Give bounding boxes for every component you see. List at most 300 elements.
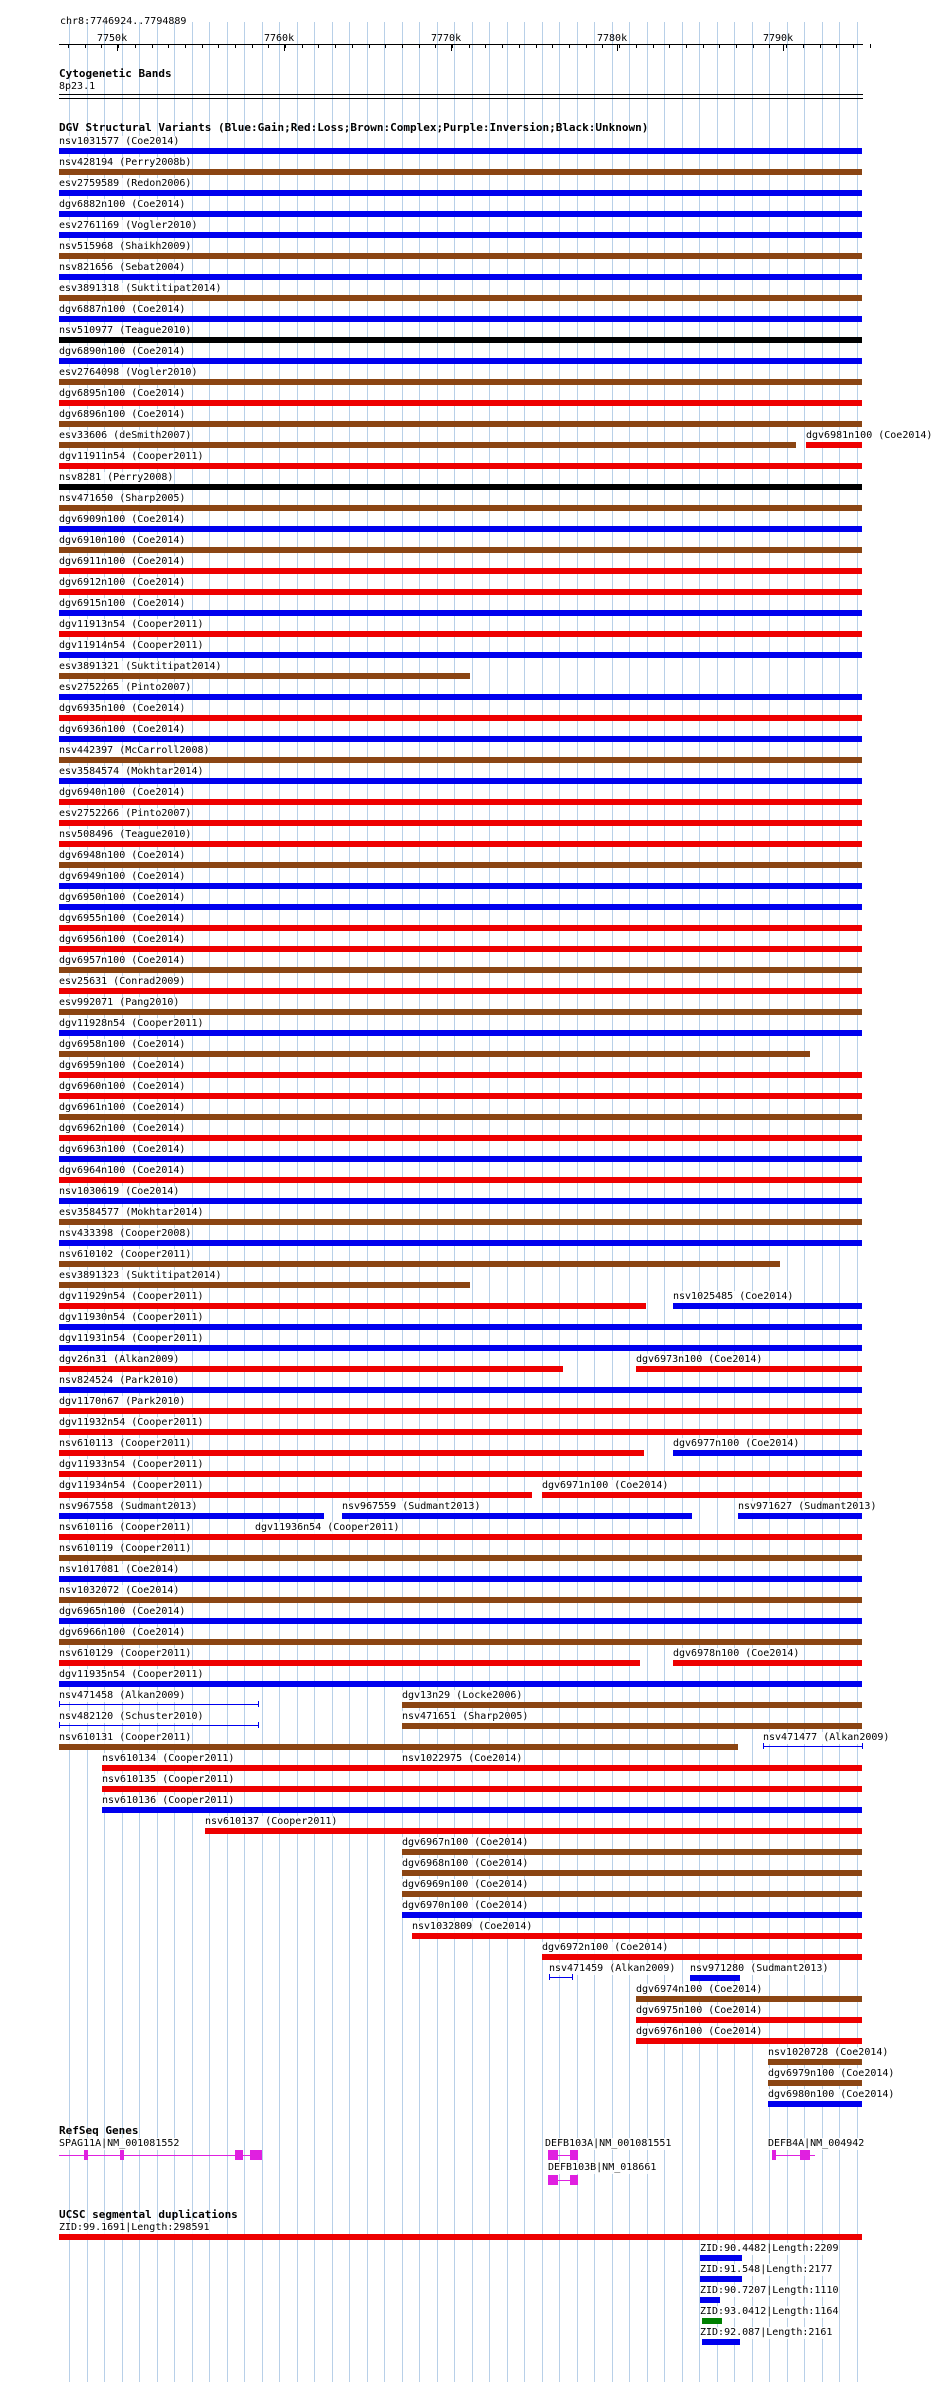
segdup-track-title[interactable]: UCSC segmental duplications [59, 2208, 238, 2221]
variant-bar[interactable] [255, 1534, 862, 1540]
gene-intron-line[interactable] [59, 2155, 260, 2156]
variant-label[interactable]: dgv11911n54 (Cooper2011) [59, 451, 204, 462]
ruler-minor-tick [736, 44, 737, 48]
variant-bar[interactable] [549, 1977, 572, 1978]
variant-bar[interactable] [59, 1744, 738, 1750]
variant-bar[interactable] [59, 1387, 862, 1393]
variant-bar[interactable] [59, 1597, 862, 1603]
variant-bar[interactable] [402, 1870, 862, 1876]
variant-label[interactable]: dgv6962n100 (Coe2014) [59, 1123, 186, 1134]
variant-label[interactable]: dgv6974n100 (Coe2014) [636, 1984, 763, 1995]
ruler-minor-tick [853, 44, 854, 48]
ruler-minor-tick [653, 44, 654, 48]
ruler-major-tick [617, 44, 618, 51]
variant-bar[interactable] [59, 694, 862, 700]
ruler-minor-tick [352, 44, 353, 48]
variant-label[interactable]: dgv11936n54 (Cooper2011) [255, 1522, 400, 1533]
variant-bar[interactable] [402, 1912, 862, 1918]
ruler-minor-tick [202, 44, 203, 48]
variant-label[interactable]: esv2759589 (Redon2006) [59, 178, 192, 189]
variant-bar[interactable] [59, 1618, 862, 1624]
variant-label[interactable]: dgv6887n100 (Coe2014) [59, 304, 186, 315]
variant-bar[interactable] [59, 211, 862, 217]
variant-bar[interactable] [59, 505, 862, 511]
segdup-label[interactable]: ZID:99.1691|Length:298591 [59, 2222, 210, 2233]
variant-bar[interactable] [59, 1366, 563, 1372]
variant-label[interactable]: esv3891321 (Suktitipat2014) [59, 661, 222, 672]
variant-label[interactable]: dgv6955n100 (Coe2014) [59, 913, 186, 924]
variant-label[interactable]: dgv6978n100 (Coe2014) [673, 1648, 800, 1659]
variant-bar[interactable] [59, 1177, 862, 1183]
ruler-minor-tick [135, 44, 136, 48]
ruler-minor-tick [152, 44, 153, 48]
variant-bar[interactable] [59, 925, 862, 931]
variant-bar-end [572, 1974, 573, 1980]
variant-bar[interactable] [59, 1093, 862, 1099]
variant-bar[interactable] [59, 253, 862, 259]
gene-exon[interactable] [570, 2175, 578, 2185]
variant-label[interactable]: dgv6956n100 (Coe2014) [59, 934, 186, 945]
variant-label[interactable]: esv25631 (Conrad2009) [59, 976, 186, 987]
variant-bar-end [862, 1743, 863, 1749]
variant-label[interactable]: dgv6935n100 (Coe2014) [59, 703, 186, 714]
variant-bar[interactable] [59, 1114, 862, 1120]
ruler-minor-tick [302, 44, 303, 48]
ruler-minor-tick [469, 44, 470, 48]
variant-label[interactable]: nsv1017081 (Coe2014) [59, 1564, 180, 1575]
ruler-minor-tick [268, 44, 269, 48]
variant-bar[interactable] [59, 589, 862, 595]
variant-label[interactable]: dgv6882n100 (Coe2014) [59, 199, 186, 210]
variant-bar-end [59, 1701, 60, 1707]
segdup-bar[interactable] [702, 2318, 722, 2324]
gene-label[interactable]: DEFB103A|NM_001081551 [545, 2138, 672, 2149]
variant-bar[interactable] [542, 1954, 862, 1960]
segdup-label[interactable]: ZID:92.087|Length:2161 [700, 2327, 833, 2338]
variant-bar[interactable] [59, 1051, 810, 1057]
variant-label[interactable]: esv992071 (Pang2010) [59, 997, 180, 1008]
ruler-minor-tick [335, 44, 336, 48]
gene-exon[interactable] [548, 2150, 558, 2160]
gene-exon[interactable] [772, 2150, 776, 2160]
variant-label[interactable]: nsv515968 (Shaikh2009) [59, 241, 192, 252]
variant-bar[interactable] [59, 1009, 862, 1015]
variant-bar[interactable] [673, 1660, 862, 1666]
ruler-minor-tick [168, 44, 169, 48]
variant-bar[interactable] [342, 1513, 692, 1519]
variant-label[interactable]: nsv610131 (Cooper2011) [59, 1732, 192, 1743]
variant-label[interactable]: dgv11928n54 (Cooper2011) [59, 1018, 204, 1029]
variant-label[interactable]: nsv471651 (Sharp2005) [402, 1711, 529, 1722]
ruler-minor-tick [569, 44, 570, 48]
variant-label[interactable]: dgv6981n100 (Coe2014) [806, 430, 932, 441]
variant-bar[interactable] [768, 2059, 862, 2065]
variant-bar[interactable] [59, 421, 862, 427]
cytoband-label[interactable]: 8p23.1 [59, 81, 96, 92]
variant-label[interactable]: dgv11929n54 (Cooper2011) [59, 1291, 204, 1302]
variant-bar[interactable] [59, 274, 862, 280]
variant-bar[interactable] [59, 1345, 862, 1351]
variant-label[interactable]: nsv971280 (Sudmant2013) [690, 1963, 829, 1974]
variant-label[interactable]: dgv11933n54 (Cooper2011) [59, 1459, 204, 1470]
segdup-bar[interactable] [700, 2255, 742, 2261]
variant-bar[interactable] [59, 1303, 646, 1309]
variant-label[interactable]: dgv26n31 (Alkan2009) [59, 1354, 180, 1365]
variant-bar[interactable] [59, 1282, 470, 1288]
variant-bar-end [258, 1701, 259, 1707]
variant-bar[interactable] [59, 673, 470, 679]
variant-label[interactable]: nsv442397 (McCarroll2008) [59, 745, 210, 756]
ruler-minor-tick [836, 44, 837, 48]
variant-bar[interactable] [59, 1135, 862, 1141]
variant-label[interactable]: dgv6972n100 (Coe2014) [542, 1942, 669, 1953]
variant-label[interactable]: nsv1030619 (Coe2014) [59, 1186, 180, 1197]
variant-bar[interactable] [59, 1429, 862, 1435]
variant-bar[interactable] [59, 1639, 862, 1645]
variant-label[interactable]: dgv6971n100 (Coe2014) [542, 1480, 669, 1491]
variant-label[interactable]: nsv610116 (Cooper2011) [59, 1522, 192, 1533]
variant-label[interactable]: nsv471459 (Alkan2009) [549, 1963, 676, 1974]
ruler-minor-tick [68, 44, 69, 48]
segdup-bar[interactable] [59, 2234, 862, 2240]
ruler-tick-label: 7780k [597, 33, 628, 44]
variant-label[interactable]: dgv6969n100 (Coe2014) [402, 1879, 529, 1890]
variant-label[interactable]: nsv1025485 (Coe2014) [673, 1291, 794, 1302]
variant-bar[interactable] [59, 484, 862, 490]
variant-bar[interactable] [59, 148, 862, 154]
variant-bar[interactable] [59, 841, 862, 847]
variant-label[interactable]: dgv11934n54 (Cooper2011) [59, 1480, 204, 1491]
variant-label[interactable]: nsv610102 (Cooper2011) [59, 1249, 192, 1260]
variant-label[interactable]: dgv13n29 (Locke2006) [402, 1690, 523, 1701]
variant-label[interactable]: nsv610137 (Cooper2011) [205, 1816, 338, 1827]
gene-exon[interactable] [250, 2150, 262, 2160]
variant-bar[interactable] [59, 1725, 258, 1726]
variant-label[interactable]: nsv967559 (Sudmant2013) [342, 1501, 481, 1512]
variant-label[interactable]: nsv610134 (Cooper2011) [102, 1753, 235, 1764]
variant-label[interactable]: dgv6968n100 (Coe2014) [402, 1858, 529, 1869]
variant-bar[interactable] [59, 568, 862, 574]
ruler-minor-tick [402, 44, 403, 48]
gene-label[interactable]: DEFB4A|NM_004942 [768, 2138, 865, 2149]
variant-label[interactable]: esv3891323 (Suktitipat2014) [59, 1270, 222, 1281]
variant-bar[interactable] [542, 1492, 862, 1498]
variant-bar[interactable] [412, 1933, 862, 1939]
variant-bar[interactable] [806, 442, 862, 448]
variant-label[interactable]: dgv6960n100 (Coe2014) [59, 1081, 186, 1092]
variant-bar[interactable] [59, 946, 862, 952]
variant-bar[interactable] [59, 379, 862, 385]
variant-label[interactable]: dgv6958n100 (Coe2014) [59, 1039, 186, 1050]
variant-label[interactable]: dgv6915n100 (Coe2014) [59, 598, 186, 609]
variant-bar[interactable] [59, 1408, 862, 1414]
segdup-bar[interactable] [700, 2276, 742, 2282]
variant-bar[interactable] [59, 799, 862, 805]
variant-bar-end [59, 1722, 60, 1728]
variant-bar[interactable] [402, 1723, 862, 1729]
gene-exon[interactable] [548, 2175, 558, 2185]
variant-bar[interactable] [59, 1660, 640, 1666]
variant-label[interactable]: nsv510977 (Teague2010) [59, 325, 192, 336]
variant-label[interactable]: nsv821656 (Sebat2004) [59, 262, 186, 273]
variant-label[interactable]: dgv6979n100 (Coe2014) [768, 2068, 895, 2079]
variant-bar[interactable] [59, 820, 862, 826]
variant-bar[interactable] [768, 2080, 862, 2086]
variant-bar[interactable] [59, 1576, 862, 1582]
segdup-bar[interactable] [700, 2297, 720, 2303]
variant-bar[interactable] [59, 1471, 862, 1477]
ruler-minor-tick [185, 44, 186, 48]
variant-label[interactable]: dgv6911n100 (Coe2014) [59, 556, 186, 567]
variant-bar[interactable] [59, 295, 862, 301]
cytoband-rule [59, 94, 863, 95]
ruler-minor-tick [669, 44, 670, 48]
variant-bar[interactable] [59, 547, 862, 553]
variant-bar[interactable] [59, 1198, 862, 1204]
variant-bar[interactable] [59, 862, 862, 868]
variant-bar[interactable] [59, 1219, 862, 1225]
ruler-minor-tick [703, 44, 704, 48]
ruler-minor-tick [452, 44, 453, 48]
variant-bar[interactable] [59, 232, 862, 238]
variant-bar[interactable] [59, 778, 862, 784]
variant-bar[interactable] [59, 1156, 862, 1162]
variant-label[interactable]: nsv1031577 (Coe2014) [59, 136, 180, 147]
variant-label[interactable]: nsv971627 (Sudmant2013) [738, 1501, 877, 1512]
ruler-minor-tick [786, 44, 787, 48]
variant-label[interactable]: esv2761169 (Vogler2010) [59, 220, 198, 231]
ruler-minor-tick [870, 44, 871, 48]
variant-label[interactable]: dgv6912n100 (Coe2014) [59, 577, 186, 588]
gene-label[interactable]: SPAG11A|NM_001081552 [59, 2138, 180, 2149]
ruler-minor-tick [602, 44, 603, 48]
variant-bar[interactable] [59, 988, 862, 994]
variant-label[interactable]: esv2752265 (Pinto2007) [59, 682, 192, 693]
variant-bar[interactable] [59, 316, 862, 322]
variant-bar-end [549, 1974, 550, 1980]
gene-exon[interactable] [800, 2150, 810, 2160]
variant-bar[interactable] [673, 1450, 862, 1456]
variant-label[interactable]: dgv6964n100 (Coe2014) [59, 1165, 186, 1176]
variant-label[interactable]: nsv824524 (Park2010) [59, 1375, 180, 1386]
ruler-minor-tick [385, 44, 386, 48]
variant-label[interactable]: nsv610129 (Cooper2011) [59, 1648, 192, 1659]
variant-label[interactable]: dgv6910n100 (Coe2014) [59, 535, 186, 546]
variant-label[interactable]: dgv6957n100 (Coe2014) [59, 955, 186, 966]
variant-bar[interactable] [205, 1828, 862, 1834]
variant-label[interactable]: nsv471650 (Sharp2005) [59, 493, 186, 504]
variant-bar[interactable] [59, 1261, 780, 1267]
segdup-label[interactable]: ZID:93.0412|Length:1164 [700, 2306, 839, 2317]
variant-bar[interactable] [402, 1702, 862, 1708]
variant-label[interactable]: dgv6967n100 (Coe2014) [402, 1837, 529, 1848]
variant-bar[interactable] [59, 1324, 862, 1330]
variant-bar[interactable] [59, 169, 862, 175]
variant-bar[interactable] [59, 1240, 862, 1246]
variant-bar[interactable] [59, 1704, 258, 1705]
variant-label[interactable]: nsv1022975 (Coe2014) [402, 1753, 523, 1764]
variant-bar[interactable] [59, 967, 862, 973]
variant-label[interactable]: nsv1032072 (Coe2014) [59, 1585, 180, 1596]
variant-bar[interactable] [59, 1555, 862, 1561]
variant-label[interactable]: dgv6977n100 (Coe2014) [673, 1438, 800, 1449]
ruler-minor-tick [435, 44, 436, 48]
gene-exon[interactable] [84, 2150, 88, 2160]
variant-label[interactable]: dgv6961n100 (Coe2014) [59, 1102, 186, 1113]
variant-label[interactable]: nsv471477 (Alkan2009) [763, 1732, 890, 1743]
variant-label[interactable]: nsv1020728 (Coe2014) [768, 2047, 889, 2058]
ruler-minor-tick [485, 44, 486, 48]
ruler-minor-tick [686, 44, 687, 48]
variant-label[interactable]: dgv6980n100 (Coe2014) [768, 2089, 895, 2100]
variant-bar[interactable] [59, 652, 862, 658]
segdup-label[interactable]: ZID:90.4482|Length:2209 [700, 2243, 839, 2254]
variant-label[interactable]: esv3891318 (Suktitipat2014) [59, 283, 222, 294]
ruler-major-tick [783, 44, 784, 51]
ruler-minor-tick [769, 44, 770, 48]
variant-bar[interactable] [59, 883, 862, 889]
variant-bar[interactable] [102, 1807, 862, 1813]
refseq-track-title[interactable]: RefSeq Genes [59, 2124, 139, 2137]
ruler-minor-tick [552, 44, 553, 48]
variant-bar[interactable] [59, 631, 862, 637]
ruler-minor-tick [619, 44, 620, 48]
cytoband-rule-lower [59, 98, 863, 99]
variant-bar[interactable] [59, 463, 862, 469]
variant-label[interactable]: dgv6959n100 (Coe2014) [59, 1060, 186, 1071]
variant-label[interactable]: dgv6949n100 (Coe2014) [59, 871, 186, 882]
variant-bar[interactable] [768, 2101, 862, 2107]
variant-bar[interactable] [738, 1513, 862, 1519]
variant-bar[interactable] [59, 337, 862, 343]
variant-bar[interactable] [636, 2017, 862, 2023]
ruler-minor-tick [85, 44, 86, 48]
variant-label[interactable]: dgv6896n100 (Coe2014) [59, 409, 186, 420]
cytoband-track-title[interactable]: Cytogenetic Bands [59, 67, 172, 80]
ruler-minor-tick [318, 44, 319, 48]
variant-bar[interactable] [636, 1366, 862, 1372]
ruler-minor-tick [502, 44, 503, 48]
variant-label[interactable]: nsv967558 (Sudmant2013) [59, 1501, 198, 1512]
variant-label[interactable]: dgv6890n100 (Coe2014) [59, 346, 186, 357]
variant-bar[interactable] [402, 1765, 862, 1771]
gene-exon[interactable] [120, 2150, 124, 2160]
variant-label[interactable]: esv33606 (deSmith2007) [59, 430, 192, 441]
variant-label[interactable]: dgv6940n100 (Coe2014) [59, 787, 186, 798]
variant-label[interactable]: dgv11914n54 (Cooper2011) [59, 640, 204, 651]
variant-bar[interactable] [59, 1492, 532, 1498]
variant-label[interactable]: nsv610135 (Cooper2011) [102, 1774, 235, 1785]
gene-label[interactable]: DEFB103B|NM_018661 [548, 2162, 657, 2173]
variant-bar[interactable] [102, 1786, 862, 1792]
variant-label[interactable]: dgv6973n100 (Coe2014) [636, 1354, 763, 1365]
segdup-bar[interactable] [702, 2339, 740, 2345]
variant-label[interactable]: nsv471458 (Alkan2009) [59, 1690, 186, 1701]
ruler-tick-label: 7790k [763, 33, 794, 44]
variant-bar[interactable] [59, 442, 796, 448]
gene-exon[interactable] [570, 2150, 578, 2160]
variant-label[interactable]: dgv11930n54 (Cooper2011) [59, 1312, 204, 1323]
variant-label[interactable]: dgv6975n100 (Coe2014) [636, 2005, 763, 2016]
variant-label[interactable]: nsv8281 (Perry2008) [59, 472, 174, 483]
variant-label[interactable]: nsv1032809 (Coe2014) [412, 1921, 533, 1932]
variant-bar[interactable] [59, 904, 862, 910]
ruler-minor-tick [536, 44, 537, 48]
variant-label[interactable]: esv3584574 (Mokhtar2014) [59, 766, 204, 777]
dgv-track-title[interactable]: DGV Structural Variants (Blue:Gain;Red:Loss;Brown:Complex;Purple:Inversion;Black:Unknown) [59, 121, 649, 134]
variant-label[interactable]: dgv11932n54 (Cooper2011) [59, 1417, 204, 1428]
variant-label[interactable]: dgv1170n67 (Park2010) [59, 1396, 186, 1407]
variant-label[interactable]: esv3584577 (Mokhtar2014) [59, 1207, 204, 1218]
variant-bar[interactable] [59, 1450, 644, 1456]
variant-label[interactable]: dgv6936n100 (Coe2014) [59, 724, 186, 735]
segdup-label[interactable]: ZID:91.548|Length:2177 [700, 2264, 833, 2275]
variant-bar[interactable] [763, 1746, 862, 1747]
variant-label[interactable]: dgv6976n100 (Coe2014) [636, 2026, 763, 2037]
variant-bar[interactable] [59, 1681, 862, 1687]
variant-bar[interactable] [59, 1072, 862, 1078]
ruler-tick-label: 7770k [431, 33, 462, 44]
ruler-minor-tick [636, 44, 637, 48]
variant-bar-end [258, 1722, 259, 1728]
variant-label[interactable]: dgv6948n100 (Coe2014) [59, 850, 186, 861]
ruler-minor-tick [118, 44, 119, 48]
variant-label[interactable]: nsv433398 (Cooper2008) [59, 1228, 192, 1239]
variant-label[interactable]: nsv482120 (Schuster2010) [59, 1711, 204, 1722]
variant-label[interactable]: nsv508496 (Teague2010) [59, 829, 192, 840]
variant-label[interactable]: dgv6966n100 (Coe2014) [59, 1627, 186, 1638]
variant-bar[interactable] [673, 1303, 862, 1309]
variant-label[interactable]: dgv6963n100 (Coe2014) [59, 1144, 186, 1155]
ruler-minor-tick [369, 44, 370, 48]
variant-bar[interactable] [402, 1891, 862, 1897]
ruler-tick-label: 7750k [97, 33, 128, 44]
variant-bar[interactable] [59, 526, 862, 532]
variant-bar[interactable] [59, 190, 862, 196]
variant-label[interactable]: dgv11935n54 (Cooper2011) [59, 1669, 204, 1680]
variant-bar[interactable] [59, 757, 862, 763]
variant-bar[interactable] [59, 1030, 862, 1036]
variant-label[interactable]: dgv11931n54 (Cooper2011) [59, 1333, 204, 1344]
variant-label[interactable]: dgv6895n100 (Coe2014) [59, 388, 186, 399]
variant-bar[interactable] [690, 1975, 740, 1981]
position-readout: chr8:7746924..7794889 [60, 16, 187, 27]
variant-label[interactable]: dgv6970n100 (Coe2014) [402, 1900, 529, 1911]
variant-label[interactable]: dgv6950n100 (Coe2014) [59, 892, 186, 903]
variant-label[interactable]: dgv11913n54 (Cooper2011) [59, 619, 204, 630]
variant-label[interactable]: dgv6965n100 (Coe2014) [59, 1606, 186, 1617]
variant-label[interactable]: nsv610136 (Cooper2011) [102, 1795, 235, 1806]
variant-bar[interactable] [59, 1513, 324, 1519]
variant-bar[interactable] [402, 1849, 862, 1855]
variant-label[interactable]: nsv610113 (Cooper2011) [59, 1438, 192, 1449]
variant-bar[interactable] [59, 736, 862, 742]
gene-exon[interactable] [235, 2150, 243, 2160]
variant-bar[interactable] [636, 1996, 862, 2002]
ruler-minor-tick [519, 44, 520, 48]
variant-bar[interactable] [59, 610, 862, 616]
variant-label[interactable]: esv2764098 (Vogler2010) [59, 367, 198, 378]
variant-bar[interactable] [59, 358, 862, 364]
variant-label[interactable]: dgv6909n100 (Coe2014) [59, 514, 186, 525]
variant-bar[interactable] [636, 2038, 862, 2044]
segdup-label[interactable]: ZID:90.7207|Length:1110 [700, 2285, 839, 2296]
variant-label[interactable]: nsv428194 (Perry2008b) [59, 157, 192, 168]
variant-bar[interactable] [59, 400, 862, 406]
variant-bar[interactable] [59, 715, 862, 721]
variant-label[interactable]: nsv610119 (Cooper2011) [59, 1543, 192, 1554]
variant-label[interactable]: esv2752266 (Pinto2007) [59, 808, 192, 819]
